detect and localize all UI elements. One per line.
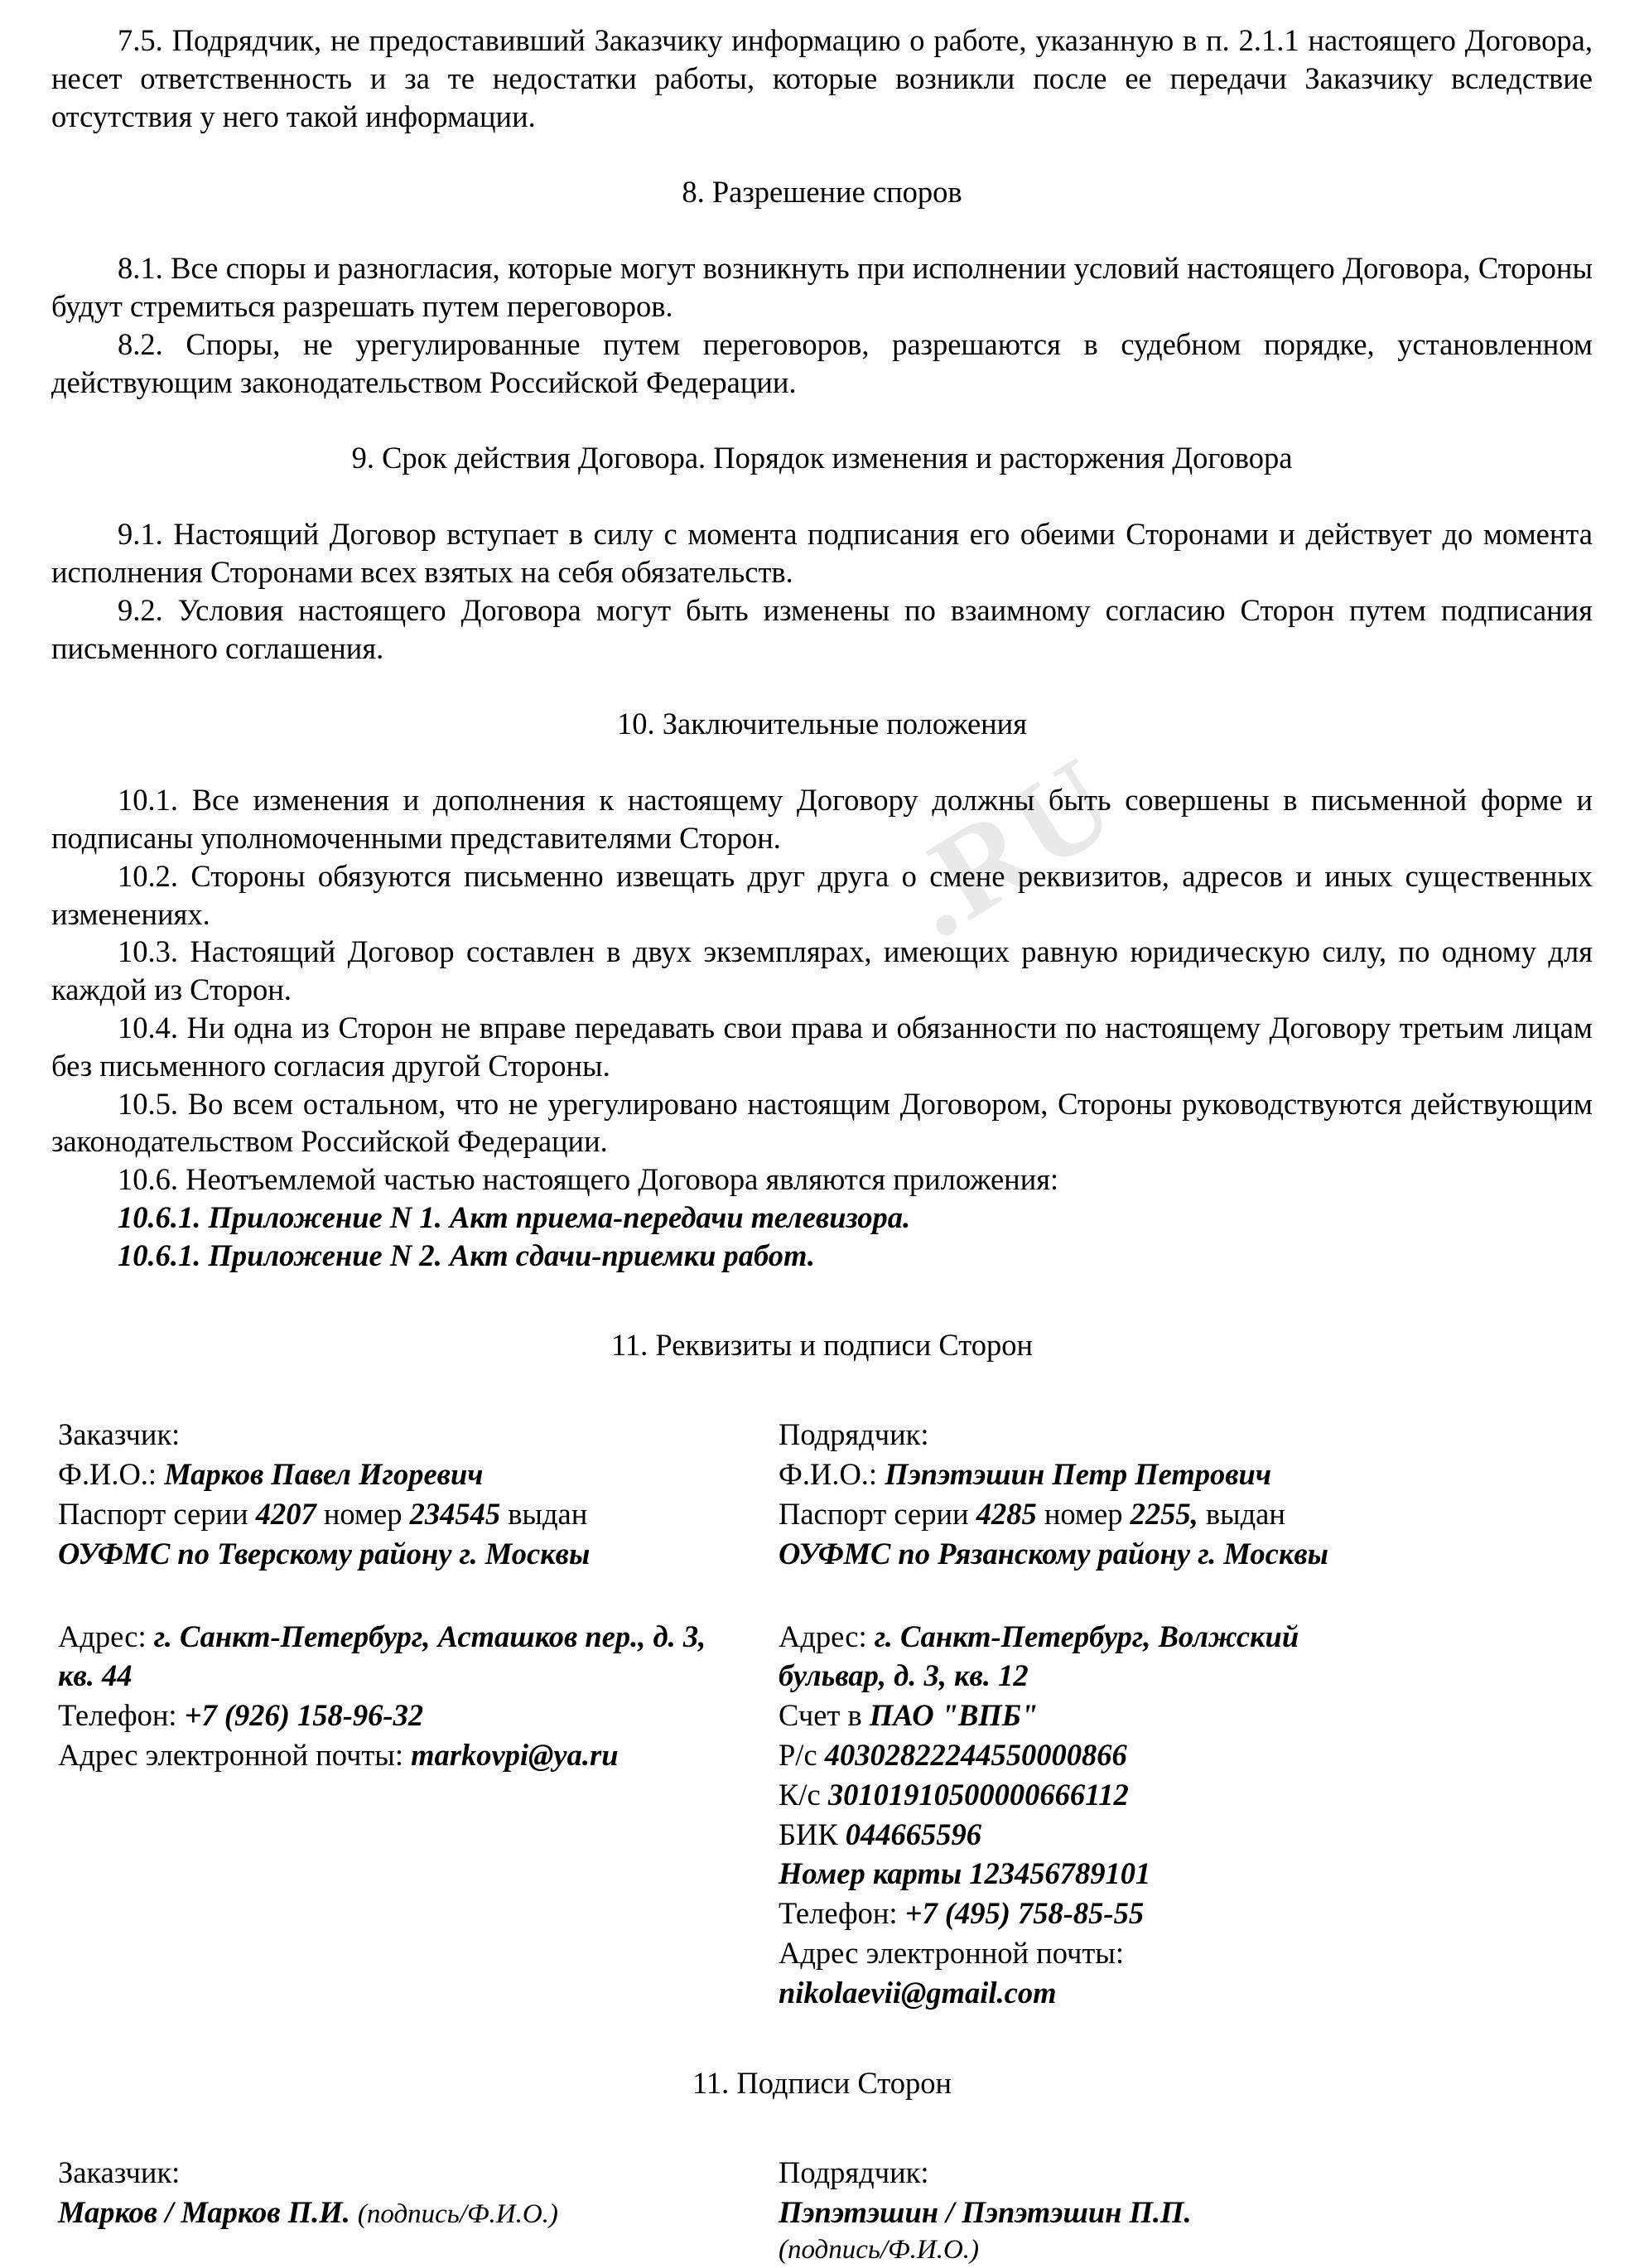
section-heading-8: 8. Разрешение споров (682, 175, 962, 210)
contractor-bank-label: Счет в (779, 1698, 870, 1733)
spacer (51, 135, 1593, 173)
contractor-email-label: Адрес электронной почты: (779, 1936, 1124, 1971)
contractor-phone-line (779, 1894, 1393, 1933)
spacer (779, 1574, 1393, 1617)
signature-column-contractor (730, 2153, 1393, 2268)
contractor-passport-issuer: ОУФМС по Рязанскому району г. Москвы (779, 1536, 1328, 1571)
customer-passport-number: 234545 (409, 1496, 501, 1531)
contractor-address-value: г. Санкт-Петербург, Волжский бульвар, д. 3, кв. 12 (779, 1619, 1299, 1693)
contractor-bank-line (779, 1696, 1393, 1735)
contractor-bic-label: БИК (779, 1817, 846, 1851)
customer-address-line (58, 1617, 730, 1696)
clause-9-2: 9.2. Условия настоящего Договора могут быть изменены по взаимному согласию Сторон путем подписания письменного соглашения. (51, 592, 1593, 665)
contractor-passport-number: 2255, (1130, 1496, 1198, 1531)
clause-10-1: 10.1. Все изменения и дополнения к настоящему Договору должны быть совершены в письменной форме и подписаны уполномоченными представителями Сторон. (51, 783, 1593, 855)
signature-customer-line (58, 2193, 730, 2232)
requisites-column-customer (51, 1415, 730, 1775)
contractor-fio-label: Ф.И.О.: (779, 1457, 885, 1492)
contractor-card-line (779, 1854, 1393, 1894)
contractor-settlement-value: 40302822244550000866 (824, 1738, 1127, 1772)
signature-column-customer (51, 2153, 730, 2232)
clause-9-1: 9.1. Настоящий Договор вступает в силу с момента подписания его обеими Сторонами и действует до момента исполнения Сторонами всех взятых на себя обязательств. (51, 517, 1593, 589)
clause-7-5: 7.5. Подрядчик, не предоставивший Заказчику информацию о работе, указанную в п. 2.1.1 настоящего Договора, несет ответственность и за те недостатки работы, которые возникли после ее передачи Заказчику вследствие отсутствия у него такой информации. (51, 23, 1593, 133)
requisites-block (51, 1415, 1593, 2012)
signature-customer-name: Марков / Марков П.И. (58, 2195, 350, 2230)
contractor-phone-label: Телефон: (779, 1896, 905, 1931)
contractor-fio-line (779, 1455, 1393, 1494)
spacer (51, 211, 1593, 249)
customer-fio-line (58, 1455, 730, 1494)
customer-passport-series: 4207 (255, 1496, 316, 1531)
contractor-bic-value: 044665596 (845, 1817, 982, 1851)
customer-passport-mid: номер (316, 1496, 410, 1531)
clause-10-5: 10.5. Во всем остальном, что не урегулировано настоящим Договором, Стороны руководствуются действующим законодательством Российской Федерации. (51, 1086, 1593, 1159)
contractor-settlement-account-line (779, 1735, 1393, 1775)
customer-phone-label: Телефон: (58, 1698, 185, 1733)
contractor-role-label: Подрядчик: (779, 1417, 929, 1452)
contractor-fio-value: Пэпэтэшин Петр Петрович (885, 1457, 1271, 1492)
contractor-passport-series: 4285 (976, 1496, 1037, 1531)
clause-10-4: 10.4. Ни одна из Сторон не вправе передавать свои права и обязанности по настоящему Договору третьим лицам без письменного согласия другой Стороны. (51, 1010, 1593, 1083)
customer-passport-suffix: выдан (500, 1496, 588, 1531)
customer-email-value: markovpi@ya.ru (411, 1738, 619, 1772)
signature-contractor-role: Подрядчик: (779, 2155, 929, 2190)
customer-passport-issuer: ОУФМС по Тверскому району г. Москвы (58, 1536, 591, 1571)
spacer (51, 743, 1593, 781)
customer-email-line (58, 1735, 730, 1775)
contractor-passport-suffix: выдан (1198, 1496, 1285, 1531)
spacer (51, 1363, 1593, 1415)
contractor-passport-mid: номер (1036, 1496, 1131, 1531)
customer-passport-prefix: Паспорт серии (58, 1496, 256, 1531)
contractor-address-label: Адрес: (779, 1619, 875, 1653)
customer-address-label: Адрес: (58, 1619, 154, 1653)
contractor-card-label: Номер карты (779, 1856, 970, 1891)
customer-passport-line (58, 1494, 730, 1534)
section-heading-11-signatures: 11. Подписи Сторон (692, 2065, 952, 2100)
contractor-correspondent-value: 30101910500000666112 (827, 1777, 1129, 1812)
customer-phone-line (58, 1696, 730, 1735)
clause-10-3: 10.3. Настоящий Договор составлен в двух экземплярах, имеющих равную юридическую силу, по одному для каждой из Сторон. (51, 934, 1593, 1007)
clause-8-2: 8.2. Споры, не урегулированные путем переговоров, разрешаются в судебном порядке, установленном действующим законодательством Российской Федерации. (51, 326, 1593, 399)
spacer (58, 1574, 730, 1617)
contractor-bic-line (779, 1815, 1393, 1855)
contractor-bank-value: ПАО "ВПБ" (869, 1698, 1039, 1733)
customer-address-value: г. Санкт-Петербург, Асташков пер., д. 3, кв. 44 (58, 1619, 706, 1693)
spacer (51, 2013, 1593, 2064)
signature-customer-role: Заказчик: (58, 2155, 181, 2190)
section-heading-11-requisites: 11. Реквизиты и подписи Сторон (611, 1327, 1033, 1362)
customer-fio-label: Ф.И.О.: (58, 1457, 165, 1492)
signature-customer-note: (подпись/Ф.И.О.) (357, 2199, 558, 2230)
signature-contractor-note: (подпись/Ф.И.О.) (779, 2235, 980, 2266)
clause-8-1: 8.1. Все споры и разногласия, которые могут возникнуть при исполнении условий настоящего Договора, Стороны будут стремиться разрешать путем переговоров. (51, 251, 1593, 323)
section-heading-10: 10. Заключительные положения (617, 707, 1027, 741)
appendix-item-2: 10.6.1. Приложение N 2. Акт сдачи-приемки работ. (118, 1238, 815, 1272)
contractor-correspondent-account-line (779, 1775, 1393, 1815)
clause-10-6: 10.6. Неотъемлемой частью настоящего Договора являются приложения: (118, 1162, 1059, 1197)
contractor-address-line (779, 1617, 1393, 1696)
contractor-email-value: nikolaevii@gmail.com (779, 1975, 1057, 2010)
spacer (51, 1275, 1593, 1326)
contractor-phone-value: +7 (495) 758-85-55 (904, 1896, 1145, 1931)
signatures-block (51, 2153, 1593, 2268)
contractor-passport-prefix: Паспорт серии (779, 1496, 976, 1531)
customer-email-label: Адрес электронной почты: (58, 1738, 412, 1772)
signature-contractor-name: Пэпэтэшин / Пэпэтэшин П.П. (779, 2195, 1192, 2230)
requisites-column-contractor (730, 1415, 1393, 2012)
appendix-item-1: 10.6.1. Приложение N 1. Акт приема-передачи телевизора. (118, 1199, 911, 1234)
customer-role-label: Заказчик: (58, 1417, 181, 1452)
spacer (51, 477, 1593, 515)
contractor-passport-line (779, 1494, 1393, 1534)
spacer (51, 667, 1593, 705)
contractor-correspondent-label: К/с (779, 1777, 828, 1812)
clause-10-2: 10.2. Стороны обязуются письменно извещать друг друга о смене реквизитов, адресов и иных существенных изменениях. (51, 858, 1593, 931)
contractor-card-value: 123456789101 (969, 1856, 1151, 1891)
spacer (51, 401, 1593, 439)
spacer (51, 2102, 1593, 2153)
section-heading-9: 9. Срок действия Договора. Порядок изменения и расторжения Договора (351, 441, 1293, 475)
customer-fio-value: Марков Павел Игоревич (164, 1457, 484, 1492)
contractor-settlement-label: Р/с (779, 1738, 825, 1772)
site-watermark: .RU (879, 730, 1140, 964)
customer-phone-value: +7 (926) 158-96-32 (184, 1698, 424, 1733)
